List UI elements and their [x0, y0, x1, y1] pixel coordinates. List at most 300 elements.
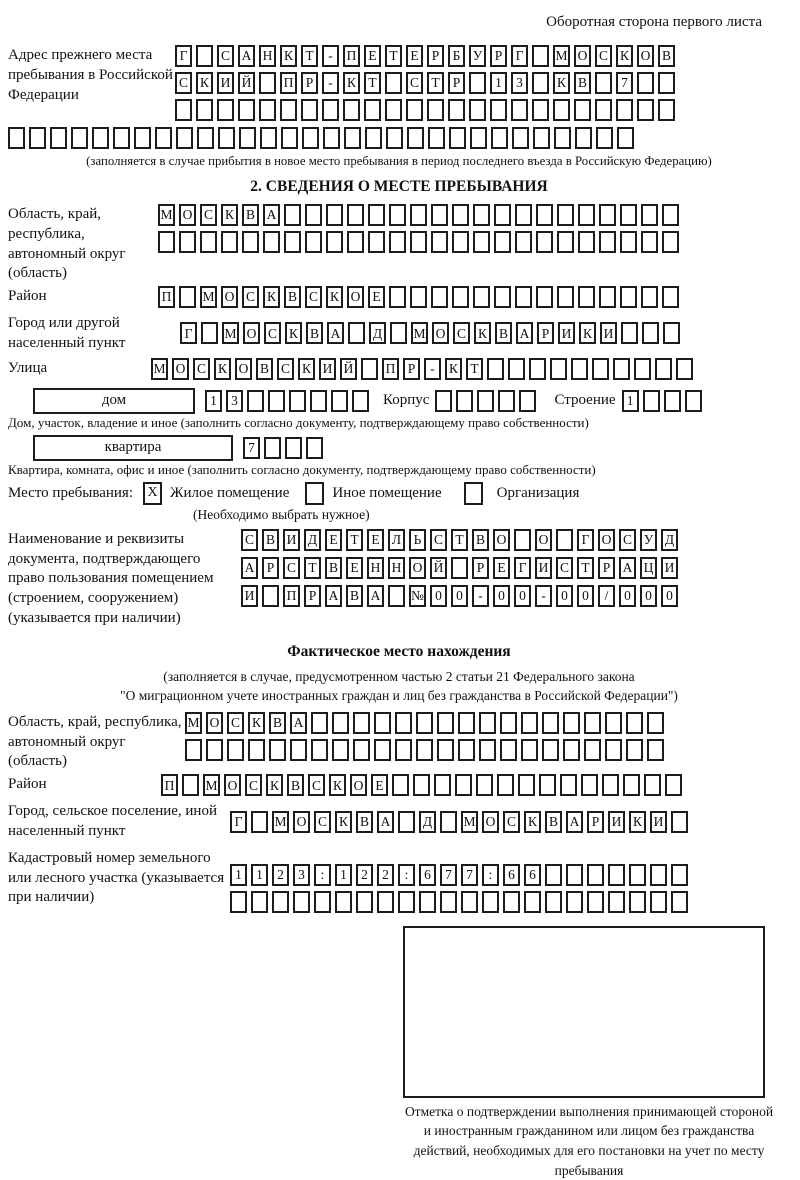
char-cell[interactable]: 1 [622, 390, 639, 412]
char-cell[interactable]: Н [259, 45, 276, 67]
char-cell[interactable]: Т [427, 72, 444, 94]
char-cell[interactable]: М [203, 774, 220, 796]
char-cell[interactable] [578, 286, 595, 308]
char-cell[interactable] [50, 127, 67, 149]
char-cell[interactable] [285, 437, 302, 459]
char-cell[interactable] [584, 739, 601, 761]
char-cell[interactable]: В [346, 585, 363, 607]
char-cell[interactable] [437, 712, 454, 734]
checkbox-other-premise[interactable] [305, 482, 324, 505]
char-cell[interactable] [348, 322, 365, 344]
char-cell[interactable] [584, 712, 601, 734]
char-cell[interactable] [306, 437, 323, 459]
char-cell[interactable]: Е [325, 529, 342, 551]
char-cell[interactable]: К [298, 358, 315, 380]
char-cell[interactable]: К [616, 45, 633, 67]
char-cell[interactable] [263, 231, 280, 253]
char-cell[interactable]: Е [367, 529, 384, 551]
char-cell[interactable] [470, 127, 487, 149]
char-cell[interactable]: 0 [514, 585, 531, 607]
char-cell[interactable]: У [640, 529, 657, 551]
char-cell[interactable] [608, 891, 625, 913]
char-cell[interactable] [662, 286, 679, 308]
char-cell[interactable] [602, 774, 619, 796]
char-cell[interactable]: А [516, 322, 533, 344]
char-cell[interactable]: А [263, 204, 280, 226]
char-cell[interactable]: К [214, 358, 231, 380]
char-cell[interactable] [655, 358, 672, 380]
char-cell[interactable]: 2 [272, 864, 289, 886]
char-cell[interactable]: В [284, 286, 301, 308]
char-cell[interactable] [664, 390, 681, 412]
char-cell[interactable]: 0 [430, 585, 447, 607]
char-cell[interactable] [647, 712, 664, 734]
char-cell[interactable] [386, 127, 403, 149]
char-cell[interactable]: Р [262, 557, 279, 579]
char-cell[interactable] [542, 712, 559, 734]
char-cell[interactable]: М [158, 204, 175, 226]
char-cell[interactable] [395, 712, 412, 734]
char-cell[interactable] [332, 712, 349, 734]
char-cell[interactable] [331, 390, 348, 412]
char-cell[interactable]: С [305, 286, 322, 308]
char-cell[interactable]: И [319, 358, 336, 380]
char-cell[interactable] [515, 286, 532, 308]
char-cell[interactable]: Г [514, 557, 531, 579]
char-cell[interactable] [563, 712, 580, 734]
char-cell[interactable] [503, 891, 520, 913]
char-cell[interactable]: Т [451, 529, 468, 551]
char-cell[interactable]: С [242, 286, 259, 308]
char-cell[interactable] [500, 739, 517, 761]
char-cell[interactable] [560, 774, 577, 796]
char-cell[interactable] [326, 231, 343, 253]
char-cell[interactable] [479, 739, 496, 761]
char-cell[interactable] [406, 99, 423, 121]
char-cell[interactable] [626, 739, 643, 761]
char-cell[interactable]: О [243, 322, 260, 344]
char-cell[interactable] [200, 231, 217, 253]
char-cell[interactable]: № [409, 585, 426, 607]
char-cell[interactable]: Д [369, 322, 386, 344]
char-cell[interactable]: Й [340, 358, 357, 380]
char-cell[interactable] [388, 585, 405, 607]
char-cell[interactable] [536, 231, 553, 253]
char-cell[interactable] [431, 231, 448, 253]
char-cell[interactable]: К [524, 811, 541, 833]
char-cell[interactable] [617, 127, 634, 149]
char-cell[interactable] [566, 864, 583, 886]
char-cell[interactable]: 7 [616, 72, 633, 94]
char-cell[interactable]: К [196, 72, 213, 94]
char-cell[interactable]: Д [661, 529, 678, 551]
char-cell[interactable]: 1 [230, 864, 247, 886]
char-cell[interactable]: О [347, 286, 364, 308]
char-cell[interactable] [419, 891, 436, 913]
char-cell[interactable]: О [598, 529, 615, 551]
char-cell[interactable]: - [535, 585, 552, 607]
char-cell[interactable]: И [535, 557, 552, 579]
char-cell[interactable]: В [658, 45, 675, 67]
char-cell[interactable] [196, 99, 213, 121]
char-cell[interactable] [218, 127, 235, 149]
char-cell[interactable] [356, 891, 373, 913]
char-cell[interactable] [435, 390, 452, 412]
char-cell[interactable] [410, 204, 427, 226]
char-cell[interactable]: К [221, 204, 238, 226]
char-cell[interactable]: С [245, 774, 262, 796]
char-cell[interactable]: 7 [243, 437, 260, 459]
char-cell[interactable]: 7 [461, 864, 478, 886]
char-cell[interactable] [134, 127, 151, 149]
char-cell[interactable] [389, 231, 406, 253]
char-cell[interactable]: Г [577, 529, 594, 551]
char-cell[interactable]: С [264, 322, 281, 344]
char-cell[interactable]: Т [385, 45, 402, 67]
char-cell[interactable] [662, 204, 679, 226]
checkbox-organization[interactable] [464, 482, 483, 505]
char-cell[interactable] [634, 358, 651, 380]
char-cell[interactable] [407, 127, 424, 149]
char-cell[interactable]: К [445, 358, 462, 380]
char-cell[interactable]: К [280, 45, 297, 67]
char-cell[interactable] [353, 739, 370, 761]
char-cell[interactable]: Е [364, 45, 381, 67]
char-cell[interactable] [532, 99, 549, 121]
char-cell[interactable] [416, 712, 433, 734]
char-cell[interactable] [398, 891, 415, 913]
char-cell[interactable] [663, 322, 680, 344]
char-cell[interactable] [599, 286, 616, 308]
char-cell[interactable]: И [608, 811, 625, 833]
char-cell[interactable] [217, 99, 234, 121]
char-cell[interactable] [260, 127, 277, 149]
char-cell[interactable] [452, 231, 469, 253]
char-cell[interactable] [227, 739, 244, 761]
char-cell[interactable]: В [287, 774, 304, 796]
char-cell[interactable] [578, 231, 595, 253]
char-cell[interactable] [479, 712, 496, 734]
char-cell[interactable]: Р [304, 585, 321, 607]
char-cell[interactable]: И [600, 322, 617, 344]
char-cell[interactable]: К [553, 72, 570, 94]
char-cell[interactable]: У [469, 45, 486, 67]
char-cell[interactable]: 0 [577, 585, 594, 607]
char-cell[interactable] [553, 99, 570, 121]
char-cell[interactable] [264, 437, 281, 459]
char-cell[interactable] [647, 739, 664, 761]
char-cell[interactable]: Г [511, 45, 528, 67]
char-cell[interactable]: Е [371, 774, 388, 796]
char-cell[interactable] [620, 231, 637, 253]
char-cell[interactable]: А [619, 557, 636, 579]
char-cell[interactable] [332, 739, 349, 761]
char-cell[interactable] [566, 891, 583, 913]
char-cell[interactable] [458, 712, 475, 734]
char-cell[interactable] [529, 358, 546, 380]
char-cell[interactable] [259, 99, 276, 121]
char-cell[interactable] [182, 774, 199, 796]
char-cell[interactable]: А [566, 811, 583, 833]
char-cell[interactable]: Р [472, 557, 489, 579]
char-cell[interactable] [323, 127, 340, 149]
char-cell[interactable] [230, 891, 247, 913]
char-cell[interactable] [536, 286, 553, 308]
apartment-box[interactable]: квартира [33, 435, 233, 461]
char-cell[interactable] [623, 774, 640, 796]
char-cell[interactable] [322, 99, 339, 121]
char-cell[interactable]: П [158, 286, 175, 308]
char-cell[interactable]: К [248, 712, 265, 734]
char-cell[interactable]: В [545, 811, 562, 833]
char-cell[interactable] [290, 739, 307, 761]
char-cell[interactable]: А [241, 557, 258, 579]
char-cell[interactable] [335, 891, 352, 913]
char-cell[interactable] [251, 891, 268, 913]
char-cell[interactable] [239, 127, 256, 149]
char-cell[interactable] [410, 286, 427, 308]
char-cell[interactable] [595, 99, 612, 121]
char-cell[interactable] [608, 864, 625, 886]
char-cell[interactable] [539, 774, 556, 796]
char-cell[interactable] [578, 204, 595, 226]
char-cell[interactable]: Т [304, 557, 321, 579]
char-cell[interactable] [587, 864, 604, 886]
char-cell[interactable]: М [272, 811, 289, 833]
char-cell[interactable]: Р [403, 358, 420, 380]
char-cell[interactable]: С [217, 45, 234, 67]
char-cell[interactable]: Р [427, 45, 444, 67]
char-cell[interactable]: Р [448, 72, 465, 94]
char-cell[interactable]: П [161, 774, 178, 796]
char-cell[interactable]: С [430, 529, 447, 551]
char-cell[interactable]: С [314, 811, 331, 833]
char-cell[interactable]: С [595, 45, 612, 67]
char-cell[interactable] [515, 204, 532, 226]
char-cell[interactable]: О [432, 322, 449, 344]
char-cell[interactable]: : [314, 864, 331, 886]
char-cell[interactable]: 3 [226, 390, 243, 412]
char-cell[interactable]: 0 [556, 585, 573, 607]
char-cell[interactable] [545, 864, 562, 886]
char-cell[interactable]: 0 [619, 585, 636, 607]
char-cell[interactable]: О [482, 811, 499, 833]
char-cell[interactable] [458, 739, 475, 761]
char-cell[interactable]: С [193, 358, 210, 380]
char-cell[interactable]: В [574, 72, 591, 94]
char-cell[interactable]: И [661, 557, 678, 579]
char-cell[interactable]: Й [430, 557, 447, 579]
char-cell[interactable] [71, 127, 88, 149]
char-cell[interactable] [311, 712, 328, 734]
char-cell[interactable]: 0 [640, 585, 657, 607]
char-cell[interactable] [605, 712, 622, 734]
char-cell[interactable]: Т [577, 557, 594, 579]
char-cell[interactable] [500, 712, 517, 734]
char-cell[interactable] [206, 739, 223, 761]
char-cell[interactable] [389, 286, 406, 308]
char-cell[interactable] [196, 45, 213, 67]
char-cell[interactable] [521, 712, 538, 734]
char-cell[interactable] [374, 739, 391, 761]
char-cell[interactable]: Н [388, 557, 405, 579]
char-cell[interactable]: В [306, 322, 323, 344]
char-cell[interactable] [650, 864, 667, 886]
char-cell[interactable] [644, 774, 661, 796]
char-cell[interactable] [620, 286, 637, 308]
char-cell[interactable]: К [474, 322, 491, 344]
char-cell[interactable]: С [406, 72, 423, 94]
char-cell[interactable] [596, 127, 613, 149]
char-cell[interactable] [284, 231, 301, 253]
char-cell[interactable] [671, 864, 688, 886]
char-cell[interactable]: Р [598, 557, 615, 579]
char-cell[interactable] [494, 231, 511, 253]
char-cell[interactable]: М [553, 45, 570, 67]
char-cell[interactable] [175, 99, 192, 121]
char-cell[interactable]: О [235, 358, 252, 380]
char-cell[interactable] [347, 231, 364, 253]
char-cell[interactable] [524, 891, 541, 913]
char-cell[interactable] [344, 127, 361, 149]
char-cell[interactable]: Е [346, 557, 363, 579]
char-cell[interactable] [563, 739, 580, 761]
char-cell[interactable] [272, 891, 289, 913]
char-cell[interactable] [637, 99, 654, 121]
char-cell[interactable] [658, 99, 675, 121]
char-cell[interactable]: Р [301, 72, 318, 94]
char-cell[interactable] [310, 390, 327, 412]
char-cell[interactable] [416, 739, 433, 761]
char-cell[interactable] [621, 322, 638, 344]
char-cell[interactable]: В [356, 811, 373, 833]
char-cell[interactable] [469, 99, 486, 121]
char-cell[interactable] [448, 99, 465, 121]
char-cell[interactable]: К [266, 774, 283, 796]
char-cell[interactable] [259, 72, 276, 94]
char-cell[interactable]: И [241, 585, 258, 607]
char-cell[interactable] [482, 891, 499, 913]
char-cell[interactable] [662, 231, 679, 253]
char-cell[interactable]: О [179, 204, 196, 226]
char-cell[interactable]: В [262, 529, 279, 551]
char-cell[interactable]: О [574, 45, 591, 67]
char-cell[interactable] [550, 358, 567, 380]
char-cell[interactable] [595, 72, 612, 94]
char-cell[interactable] [179, 286, 196, 308]
char-cell[interactable] [658, 72, 675, 94]
char-cell[interactable]: Г [175, 45, 192, 67]
char-cell[interactable]: С [277, 358, 294, 380]
char-cell[interactable]: 6 [503, 864, 520, 886]
char-cell[interactable] [494, 204, 511, 226]
char-cell[interactable]: Р [537, 322, 554, 344]
char-cell[interactable] [671, 891, 688, 913]
char-cell[interactable] [557, 231, 574, 253]
char-cell[interactable] [511, 99, 528, 121]
char-cell[interactable] [440, 891, 457, 913]
char-cell[interactable]: / [598, 585, 615, 607]
char-cell[interactable] [665, 774, 682, 796]
char-cell[interactable] [637, 72, 654, 94]
char-cell[interactable] [368, 204, 385, 226]
char-cell[interactable]: Ц [640, 557, 657, 579]
char-cell[interactable]: А [327, 322, 344, 344]
char-cell[interactable] [262, 585, 279, 607]
char-cell[interactable] [613, 358, 630, 380]
char-cell[interactable]: В [472, 529, 489, 551]
char-cell[interactable] [676, 358, 693, 380]
char-cell[interactable] [374, 712, 391, 734]
char-cell[interactable] [557, 286, 574, 308]
char-cell[interactable] [440, 811, 457, 833]
char-cell[interactable] [176, 127, 193, 149]
char-cell[interactable] [473, 204, 490, 226]
char-cell[interactable]: - [472, 585, 489, 607]
char-cell[interactable] [532, 45, 549, 67]
char-cell[interactable] [314, 891, 331, 913]
char-cell[interactable] [427, 99, 444, 121]
char-cell[interactable]: М [222, 322, 239, 344]
char-cell[interactable]: О [409, 557, 426, 579]
char-cell[interactable]: Т [364, 72, 381, 94]
char-cell[interactable]: 0 [451, 585, 468, 607]
char-cell[interactable] [185, 739, 202, 761]
char-cell[interactable]: М [200, 286, 217, 308]
char-cell[interactable] [201, 322, 218, 344]
char-cell[interactable] [575, 127, 592, 149]
char-cell[interactable] [269, 739, 286, 761]
char-cell[interactable] [685, 390, 702, 412]
char-cell[interactable]: С [227, 712, 244, 734]
char-cell[interactable] [512, 127, 529, 149]
char-cell[interactable]: 2 [356, 864, 373, 886]
char-cell[interactable] [449, 127, 466, 149]
char-cell[interactable]: 2 [377, 864, 394, 886]
char-cell[interactable] [641, 286, 658, 308]
char-cell[interactable]: В [269, 712, 286, 734]
char-cell[interactable] [650, 891, 667, 913]
char-cell[interactable] [487, 358, 504, 380]
char-cell[interactable]: Е [406, 45, 423, 67]
checkbox-residential[interactable]: X [143, 482, 162, 505]
char-cell[interactable]: И [217, 72, 234, 94]
char-cell[interactable] [179, 231, 196, 253]
char-cell[interactable] [599, 231, 616, 253]
char-cell[interactable] [473, 286, 490, 308]
char-cell[interactable]: 1 [205, 390, 222, 412]
char-cell[interactable] [347, 204, 364, 226]
char-cell[interactable] [392, 774, 409, 796]
char-cell[interactable] [455, 774, 472, 796]
char-cell[interactable] [451, 557, 468, 579]
char-cell[interactable] [311, 739, 328, 761]
char-cell[interactable]: Г [230, 811, 247, 833]
char-cell[interactable] [519, 390, 536, 412]
char-cell[interactable] [352, 390, 369, 412]
char-cell[interactable] [469, 72, 486, 94]
char-cell[interactable] [473, 231, 490, 253]
char-cell[interactable] [305, 204, 322, 226]
char-cell[interactable] [242, 231, 259, 253]
char-cell[interactable] [361, 358, 378, 380]
char-cell[interactable] [251, 811, 268, 833]
char-cell[interactable] [587, 891, 604, 913]
char-cell[interactable]: - [424, 358, 441, 380]
char-cell[interactable]: Р [587, 811, 604, 833]
char-cell[interactable] [301, 99, 318, 121]
char-cell[interactable]: 0 [493, 585, 510, 607]
